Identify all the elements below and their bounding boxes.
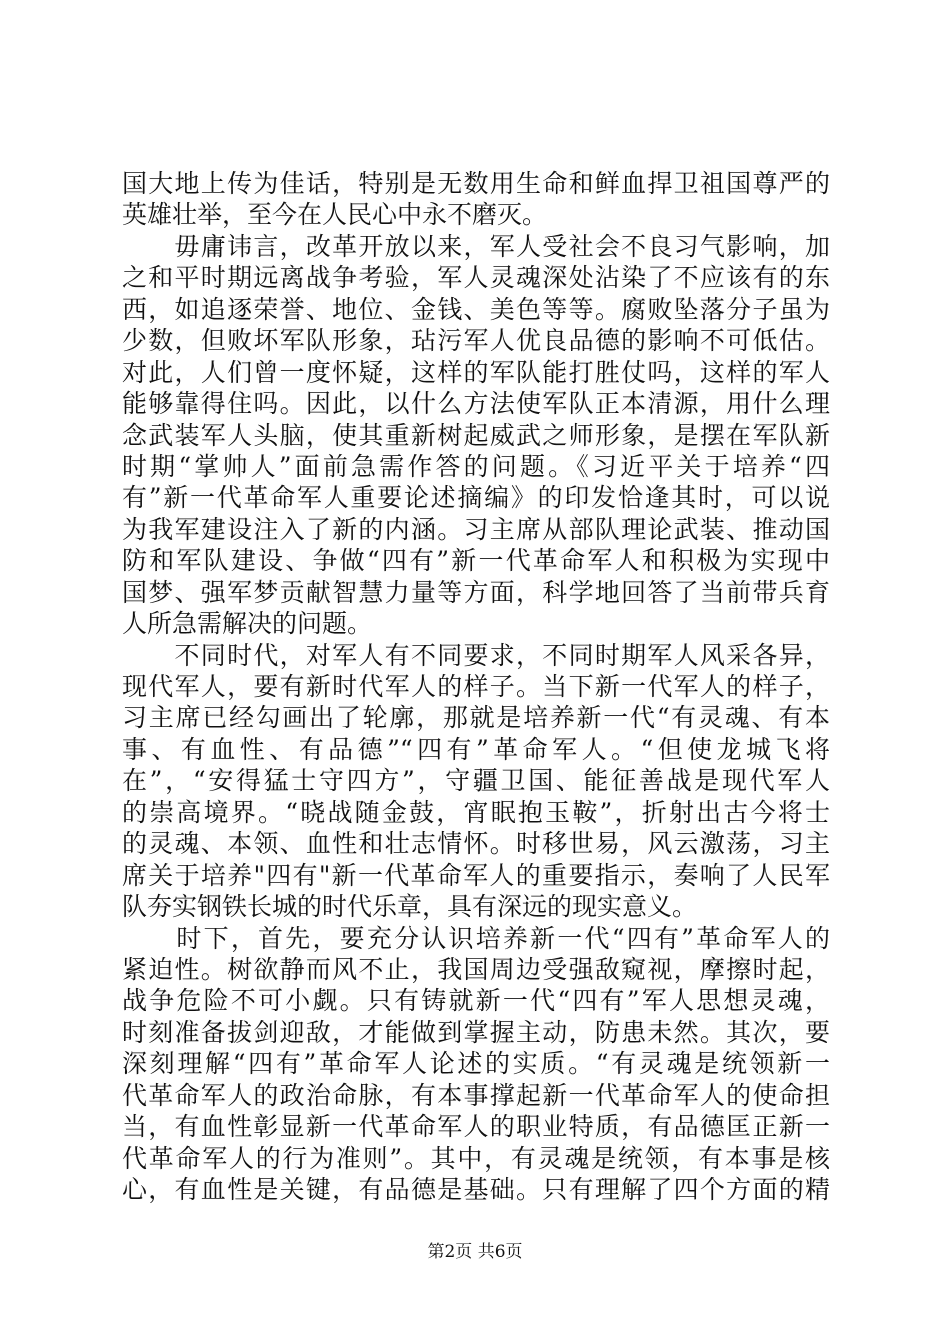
text-line: 对此，人们曾一度怀疑，这样的军队能打胜仗吗，这样的军人 bbox=[122, 357, 830, 387]
text-line: 的灵魂、本领、血性和壮志情怀。时移世易，风云激荡，习主 bbox=[122, 829, 830, 859]
text-line: 人所急需解决的问题。 bbox=[122, 609, 373, 639]
text-line: 毋庸讳言，改革开放以来，军人受社会不良习气影响，加 bbox=[122, 231, 830, 261]
text-line: 代革命军人的政治命脉，有本事撑起新一代革命军人的使命担 bbox=[122, 1080, 830, 1110]
text-line: 席关于培养"四有"新一代革命军人的重要指示，奏响了人民军 bbox=[122, 860, 830, 890]
text-line: 深刻理解“四有”革命军人论述的实质。“有灵魂是统领新一 bbox=[122, 1049, 830, 1079]
text-line: 为我军建设注入了新的内涵。习主席从部队理论武装、推动国 bbox=[122, 514, 830, 544]
text-line: 国大地上传为佳话，特别是无数用生命和鲜血捍卫祖国尊严的 bbox=[122, 169, 830, 198]
text-line: 在”，“安得猛士守四方”，守疆卫国、能征善战是现代军人 bbox=[122, 766, 830, 796]
text-line: 英雄壮举，至今在人民心中永不磨灭。 bbox=[122, 200, 548, 230]
text-line: 紧迫性。树欲静而风不止，我国周边受强敌窥视，摩擦时起， bbox=[122, 954, 830, 984]
text-line: 心，有血性是关键，有品德是基础。只有理解了四个方面的精 bbox=[122, 1175, 830, 1204]
text-line: 国梦、强军梦贡献智慧力量等方面，科学地回答了当前带兵育 bbox=[122, 577, 830, 607]
text-line: 防和军队建设、争做“四有”新一代革命军人和积极为实现中 bbox=[122, 546, 830, 576]
text-line: 不同时代，对军人有不同要求，不同时期军人风采各异， bbox=[122, 640, 830, 670]
text-line: 习主席已经勾画出了轮廓，那就是培养新一代“有灵魂、有本 bbox=[122, 703, 830, 733]
text-line: 少数，但败坏军队形象，玷污军人优良品德的影响不可低估。 bbox=[122, 326, 830, 356]
text-line: 时刻准备拔剑迎敌，才能做到掌握主动，防患未然。其次，要 bbox=[122, 1017, 830, 1047]
page-number-footer: 第2页 共6页 bbox=[427, 1242, 523, 1262]
text-line: 的崇高境界。“晓战随金鼓，宵眠抱玉鞍”，折射出古今将士 bbox=[122, 797, 830, 827]
text-line: 念武装军人头脑，使其重新树起威武之师形象，是摆在军队新 bbox=[122, 420, 830, 450]
text-line: 时期“掌帅人”面前急需作答的问题。《习近平关于培养“四 bbox=[122, 451, 830, 481]
text-line: 现代军人，要有新时代军人的样子。当下新一代军人的样子， bbox=[122, 672, 830, 701]
text-line: 代革命军人的行为准则”。其中，有灵魂是统领，有本事是核 bbox=[122, 1143, 830, 1173]
text-line: 事、有血性、有品德”“四有”革命军人。“但使龙城飞将 bbox=[122, 734, 830, 764]
text-line: 有”新一代革命军人重要论述摘编》的印发恰逢其时，可以说 bbox=[122, 483, 830, 513]
text-line: 当，有血性彰显新一代革命军人的职业特质，有品德匡正新一 bbox=[122, 1112, 830, 1142]
text-line: 西，如追逐荣誉、地位、金钱、美色等等。腐败坠落分子虽为 bbox=[122, 294, 830, 324]
text-line: 战争危险不可小觑。只有铸就新一代“四有”军人思想灵魂， bbox=[122, 986, 830, 1016]
text-line: 时下，首先，要充分认识培养新一代“四有”革命军人的 bbox=[122, 923, 830, 953]
text-line: 能够靠得住吗。因此，以什么方法使军队正本清源，用什么理 bbox=[122, 389, 830, 419]
text-line: 队夯实钢铁长城的时代乐章，具有深远的现实意义。 bbox=[122, 892, 698, 922]
body-text bbox=[122, 168, 830, 1205]
text-line: 之和平时期远离战争考验，军人灵魂深处沾染了不应该有的东 bbox=[122, 263, 830, 293]
